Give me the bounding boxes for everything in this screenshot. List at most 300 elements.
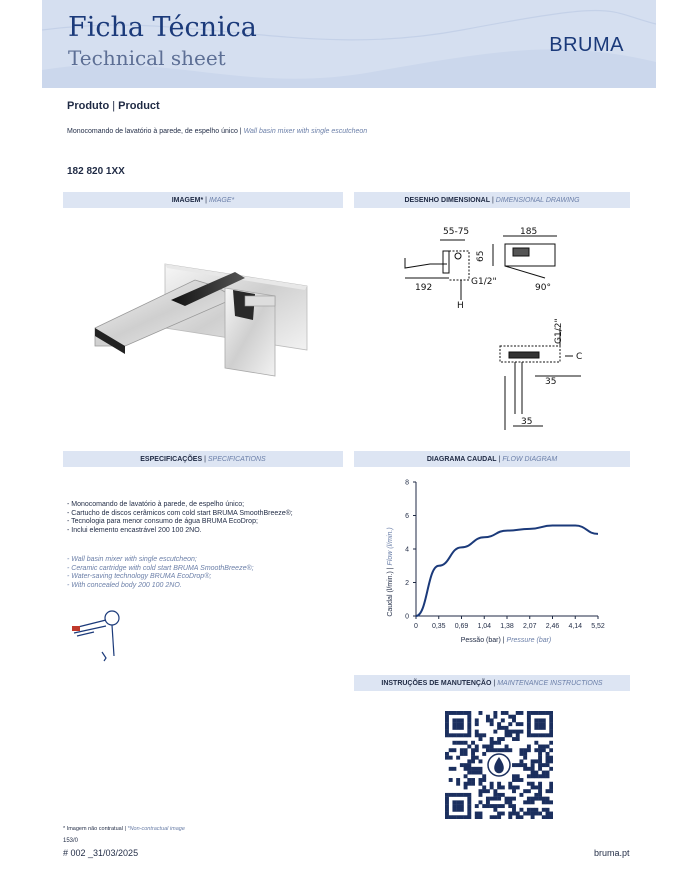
- qr-module: [471, 767, 475, 771]
- qr-module: [452, 815, 456, 819]
- qr-module: [475, 718, 479, 722]
- qr-module: [493, 715, 497, 719]
- qr-module: [531, 774, 535, 778]
- qr-module: [542, 718, 546, 722]
- qr-module: [467, 793, 471, 797]
- qr-module: [538, 793, 542, 797]
- qr-module: [542, 748, 546, 752]
- qr-module: [519, 752, 523, 756]
- qr-module: [456, 800, 460, 804]
- separator: |: [496, 455, 501, 463]
- qr-module: [546, 745, 550, 749]
- qr-module: [486, 804, 490, 808]
- chart-ylabel: [387, 527, 394, 616]
- qr-module: [519, 759, 523, 763]
- qr-module: [501, 718, 505, 722]
- qr-module: [546, 771, 550, 775]
- qr-module: [527, 730, 531, 734]
- qr-module: [546, 752, 550, 756]
- qr-module: [449, 778, 453, 782]
- qr-code[interactable]: [445, 711, 553, 819]
- qr-module: [508, 812, 512, 816]
- qr-module: [445, 711, 449, 715]
- chart-ylabel-pt: Caudal (l/min.): [387, 571, 394, 617]
- qr-module: [508, 733, 512, 737]
- product-description: [67, 128, 367, 135]
- chart-ylabel-en: Flow (l/min.): [387, 527, 394, 566]
- qr-module: [464, 782, 468, 786]
- qr-module: [497, 815, 501, 819]
- qr-module: [460, 804, 464, 808]
- qr-module: [508, 804, 512, 808]
- qr-module: [505, 733, 509, 737]
- qr-module: [505, 726, 509, 730]
- qr-module: [527, 812, 531, 816]
- dim-label-3: 65: [476, 250, 486, 262]
- qr-module: [471, 759, 475, 763]
- qr-module: [531, 759, 535, 763]
- qr-module: [546, 808, 550, 812]
- qr-module: [546, 733, 550, 737]
- spec-item: - Tecnologia para menor consumo de água BRUMA EcoDrop;: [67, 518, 258, 526]
- chart-y-tick-label: 8: [405, 479, 409, 487]
- product-heading-pt: Produto: [67, 100, 110, 112]
- separator: |: [203, 196, 207, 204]
- qr-module: [482, 804, 486, 808]
- qr-module: [508, 815, 512, 819]
- qr-module: [523, 812, 527, 816]
- qr-module: [460, 726, 464, 730]
- qr-module: [467, 733, 471, 737]
- spec-item: - With concealed body 200 100 2NO.: [67, 581, 182, 589]
- qr-module: [482, 745, 486, 749]
- qr-module: [464, 774, 468, 778]
- qr-module: [497, 812, 501, 816]
- qr-module: [482, 733, 486, 737]
- qr-module: [460, 752, 464, 756]
- qr-module: [542, 711, 546, 715]
- qr-module: [467, 726, 471, 730]
- dim-label-11: 35: [521, 417, 533, 427]
- qr-module: [471, 756, 475, 760]
- qr-module: [467, 722, 471, 726]
- qr-module: [546, 759, 550, 763]
- qr-module: [527, 715, 531, 719]
- qr-module: [531, 782, 535, 786]
- qr-module: [516, 711, 520, 715]
- qr-module: [464, 763, 468, 767]
- section-drawing-pt: DESENHO DIMENSIONAL: [404, 196, 491, 204]
- qr-module: [493, 748, 497, 752]
- qr-module: [538, 782, 542, 786]
- qr-module: [538, 718, 542, 722]
- section-flow-en: FLOW DIAGRAM: [502, 455, 558, 463]
- chart-y-tick-label: 0: [405, 613, 409, 621]
- qr-module: [471, 752, 475, 756]
- qr-module: [519, 763, 523, 767]
- qr-module: [542, 800, 546, 804]
- header-banner: [42, 0, 656, 88]
- qr-module: [546, 800, 550, 804]
- qr-module: [534, 808, 538, 812]
- qr-module: [512, 797, 516, 801]
- qr-module: [527, 782, 531, 786]
- qr-module: [519, 748, 523, 752]
- qr-module: [460, 793, 464, 797]
- qr-module: [523, 756, 527, 760]
- qr-module: [486, 715, 490, 719]
- qr-module: [471, 748, 475, 752]
- qr-module: [464, 752, 468, 756]
- qr-module: [456, 711, 460, 715]
- qr-module: [531, 767, 535, 771]
- qr-module: [501, 793, 505, 797]
- section-drawing-bar: [354, 192, 630, 208]
- qr-module: [516, 733, 520, 737]
- qr-module: [542, 797, 546, 801]
- qr-module: [527, 800, 531, 804]
- qr-module: [508, 782, 512, 786]
- qr-module: [497, 748, 501, 752]
- qr-module: [508, 715, 512, 719]
- dim-label-1: 55-75: [443, 227, 470, 237]
- qr-module: [538, 748, 542, 752]
- qr-module: [464, 741, 468, 745]
- qr-module: [452, 804, 456, 808]
- qr-module: [486, 800, 490, 804]
- qr-module: [519, 722, 523, 726]
- qr-module: [508, 797, 512, 801]
- qr-module: [490, 718, 494, 722]
- qr-module: [497, 797, 501, 801]
- qr-module: [471, 771, 475, 775]
- qr-module: [501, 711, 505, 715]
- qr-module: [475, 804, 479, 808]
- qr-module: [464, 767, 468, 771]
- qr-module: [512, 804, 516, 808]
- qr-module: [531, 763, 535, 767]
- qr-module: [505, 748, 509, 752]
- dim-label-10: 35: [545, 377, 557, 387]
- qr-module: [471, 741, 475, 745]
- qr-module: [542, 733, 546, 737]
- qr-module: [549, 767, 553, 771]
- qr-module: [549, 722, 553, 726]
- qr-module: [467, 797, 471, 801]
- qr-module: [475, 756, 479, 760]
- qr-module: [508, 800, 512, 804]
- qr-module: [538, 767, 542, 771]
- chart-xlabel: [461, 637, 552, 644]
- qr-module: [531, 797, 535, 801]
- section-image-en: IMAGE*: [208, 196, 235, 204]
- qr-module: [531, 815, 535, 819]
- qr-module: [467, 771, 471, 775]
- separator: |: [239, 128, 244, 135]
- qr-module: [456, 815, 460, 819]
- qr-module: [445, 715, 449, 719]
- qr-module: [542, 808, 546, 812]
- qr-module: [531, 812, 535, 816]
- qr-module: [464, 793, 468, 797]
- chart-y-tick-label: 2: [405, 580, 409, 587]
- qr-module: [549, 800, 553, 804]
- qr-module: [538, 797, 542, 801]
- qr-module: [512, 774, 516, 778]
- qr-module: [479, 733, 483, 737]
- qr-module: [549, 785, 553, 789]
- qr-module: [490, 745, 494, 749]
- qr-module: [523, 752, 527, 756]
- qr-module: [516, 778, 520, 782]
- qr-module: [475, 815, 479, 819]
- qr-module: [534, 722, 538, 726]
- qr-module: [445, 722, 449, 726]
- section-image-bar: [63, 192, 343, 208]
- chart-x-tick-label: 0: [414, 623, 418, 630]
- qr-module: [501, 785, 505, 789]
- qr-module: [516, 815, 520, 819]
- qr-module: [471, 782, 475, 786]
- dim-label-4: 192: [415, 283, 433, 293]
- qr-module: [456, 718, 460, 722]
- qr-module: [479, 759, 483, 763]
- qr-module: [527, 726, 531, 730]
- qr-module: [479, 767, 483, 771]
- qr-module: [467, 808, 471, 812]
- qr-module: [460, 711, 464, 715]
- section-flow-pt: DIAGRAMA CAUDAL: [426, 455, 497, 463]
- qr-module: [449, 793, 453, 797]
- qr-module: [538, 726, 542, 730]
- product-heading: [67, 100, 160, 112]
- footnote-en: *Non-contractual image: [127, 826, 185, 832]
- qr-module: [493, 793, 497, 797]
- qr-module: [475, 812, 479, 816]
- qr-module: [538, 711, 542, 715]
- spec-item: - Water-saving technology BRUMA EcoDrop®;: [67, 573, 212, 581]
- qr-module: [546, 774, 550, 778]
- qr-module: [456, 733, 460, 737]
- qr-module: [519, 711, 523, 715]
- qr-module: [508, 785, 512, 789]
- chart-x-tick-label: 0,35: [431, 623, 446, 630]
- qr-module: [490, 748, 494, 752]
- qr-module: [490, 815, 494, 819]
- qr-module: [516, 785, 520, 789]
- qr-module: [467, 711, 471, 715]
- qr-module: [475, 771, 479, 775]
- qr-module: [505, 730, 509, 734]
- qr-module: [452, 767, 456, 771]
- qr-module: [479, 737, 483, 741]
- product-description-en: Wall basin mixer with single escutcheon: [243, 128, 368, 135]
- qr-module: [538, 722, 542, 726]
- qr-module: [523, 763, 527, 767]
- qr-module: [538, 789, 542, 793]
- qr-module: [493, 815, 497, 819]
- flow-chart: [380, 472, 610, 644]
- qr-module: [531, 733, 535, 737]
- qr-module: [549, 741, 553, 745]
- qr-module: [534, 741, 538, 745]
- section-drawing-en: DIMENSIONAL DRAWING: [495, 196, 580, 204]
- qr-module: [546, 711, 550, 715]
- qr-module: [519, 793, 523, 797]
- qr-module: [534, 793, 538, 797]
- qr-module: [493, 789, 497, 793]
- qr-module: [527, 718, 531, 722]
- qr-module: [531, 800, 535, 804]
- qr-module: [549, 730, 553, 734]
- qr-module: [512, 789, 516, 793]
- qr-module: [467, 718, 471, 722]
- qr-module: [549, 782, 553, 786]
- qr-module: [445, 815, 449, 819]
- qr-module: [497, 793, 501, 797]
- chart-x-tick-label: 2,46: [545, 623, 560, 630]
- qr-module: [482, 789, 486, 793]
- qr-module: [505, 711, 509, 715]
- qr-module: [475, 767, 479, 771]
- qr-module: [479, 782, 483, 786]
- chart-x-tick-label: 4,14: [568, 623, 583, 630]
- qr-module: [475, 745, 479, 749]
- qr-module: [512, 730, 516, 734]
- separator: |: [112, 100, 119, 112]
- qr-module: [493, 711, 497, 715]
- qr-module: [519, 730, 523, 734]
- qr-module: [467, 767, 471, 771]
- qr-module: [482, 785, 486, 789]
- footnote: [63, 826, 185, 832]
- dim-label-6: H: [457, 301, 464, 311]
- water-saving-icon: [72, 606, 132, 662]
- qr-module: [538, 745, 542, 749]
- product-image: [85, 250, 315, 380]
- page-subtitle: Technical sheet: [68, 46, 226, 70]
- qr-module: [456, 756, 460, 760]
- qr-module: [452, 741, 456, 745]
- spec-item: - Cartucho de discos cerâmicos com cold start BRUMA SmoothBreeze®;: [67, 509, 293, 517]
- qr-module: [516, 774, 520, 778]
- section-maintenance-bar: [354, 675, 630, 691]
- qr-module: [523, 748, 527, 752]
- separator: |: [500, 637, 507, 644]
- product-heading-en: Product: [118, 100, 160, 112]
- qr-module: [534, 785, 538, 789]
- dim-label-9: C: [576, 352, 583, 362]
- chart-xlabel-pt: Pessão (bar): [460, 637, 501, 644]
- qr-module: [486, 797, 490, 801]
- qr-module: [538, 759, 542, 763]
- qr-module: [460, 763, 464, 767]
- qr-module: [460, 800, 464, 804]
- qr-module: [456, 793, 460, 797]
- qr-module: [505, 745, 509, 749]
- qr-module: [449, 756, 453, 760]
- qr-module: [456, 808, 460, 812]
- qr-module: [531, 771, 535, 775]
- qr-module: [523, 800, 527, 804]
- qr-module: [497, 785, 501, 789]
- separator: |: [202, 455, 206, 463]
- qr-module: [534, 759, 538, 763]
- qr-module: [527, 774, 531, 778]
- qr-module: [486, 748, 490, 752]
- qr-module: [549, 812, 553, 816]
- qr-module: [460, 718, 464, 722]
- qr-module: [527, 748, 531, 752]
- qr-module: [512, 808, 516, 812]
- spec-item: - Wall basin mixer with single escutcheon;: [67, 556, 197, 563]
- qr-module: [527, 789, 531, 793]
- qr-module: [527, 808, 531, 812]
- qr-module: [549, 789, 553, 793]
- qr-module: [445, 756, 449, 760]
- qr-module: [549, 759, 553, 763]
- qr-module: [538, 756, 542, 760]
- qr-module: [486, 745, 490, 749]
- chart-x-tick-label: 0,69: [454, 623, 469, 630]
- qr-module: [467, 812, 471, 816]
- qr-module: [475, 748, 479, 752]
- footer-website-link[interactable]: bruma.pt: [594, 848, 630, 858]
- qr-module: [519, 815, 523, 819]
- section-maintenance-pt: INSTRUÇÕES DE MANUTENÇÃO: [381, 679, 492, 687]
- separator: |: [387, 565, 394, 572]
- qr-module: [456, 782, 460, 786]
- qr-module: [493, 730, 497, 734]
- qr-module: [538, 733, 542, 737]
- qr-module: [460, 733, 464, 737]
- qr-module: [549, 733, 553, 737]
- qr-module: [505, 797, 509, 801]
- qr-module: [479, 771, 483, 775]
- qr-module: [546, 756, 550, 760]
- qr-module: [449, 767, 453, 771]
- qr-module: [467, 715, 471, 719]
- qr-module: [467, 730, 471, 734]
- qr-module: [508, 730, 512, 734]
- qr-module: [542, 774, 546, 778]
- qr-module: [452, 726, 456, 730]
- section-maintenance-en: MAINTENANCE INSTRUCTIONS: [497, 679, 603, 687]
- qr-module: [452, 800, 456, 804]
- separator: |: [124, 826, 128, 832]
- qr-module: [527, 767, 531, 771]
- qr-module: [538, 812, 542, 816]
- specs-list-pt: [67, 501, 293, 535]
- qr-module: [516, 722, 520, 726]
- qr-module: [456, 741, 460, 745]
- qr-module: [460, 722, 464, 726]
- qr-module: [493, 808, 497, 812]
- qr-module: [519, 808, 523, 812]
- dimensional-drawing: [385, 218, 615, 438]
- chart-y-tick-label: 6: [405, 513, 409, 520]
- qr-module: [445, 730, 449, 734]
- qr-module: [490, 741, 494, 745]
- qr-module: [501, 804, 505, 808]
- product-description-pt: Monocomando de lavatório à parede, de espelho único: [67, 128, 238, 135]
- qr-module: [549, 711, 553, 715]
- qr-module: [479, 778, 483, 782]
- qr-module: [538, 774, 542, 778]
- qr-module: [497, 741, 501, 745]
- qr-module: [516, 763, 520, 767]
- chart-xlabel-en: Pressure (bar): [506, 637, 552, 644]
